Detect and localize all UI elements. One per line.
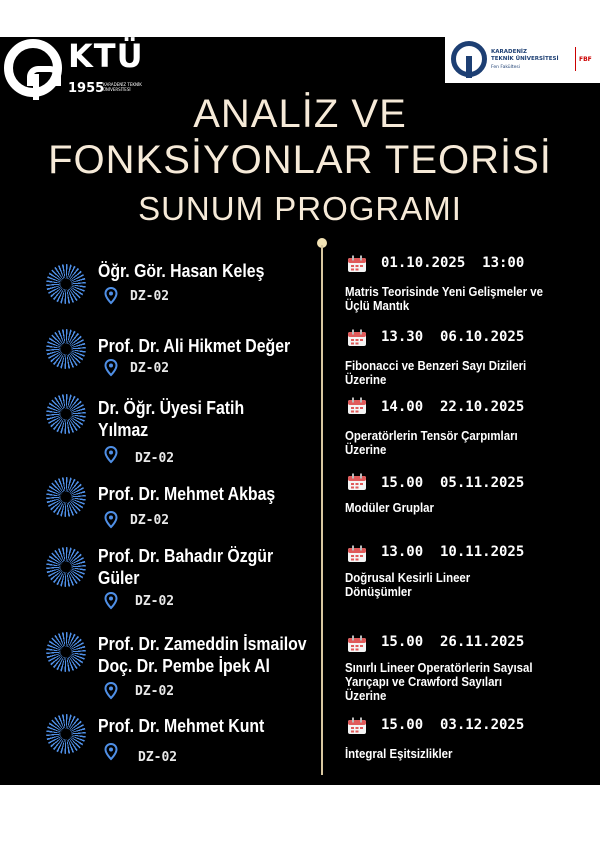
sunburst-icon xyxy=(46,714,86,754)
ktu-logo-year: 1955 xyxy=(68,81,105,96)
presenter-name-line: Dr. Öğr. Üyesi Fatih xyxy=(98,398,245,418)
timeline-divider xyxy=(321,245,323,775)
session-datetime: 13.30 06.10.2025 xyxy=(381,329,525,345)
session-topic-line: Üzerine xyxy=(345,688,387,703)
location-pin-icon xyxy=(104,592,118,610)
presenter-name xyxy=(98,397,244,441)
calendar-icon xyxy=(347,473,367,491)
location-pin-icon xyxy=(104,743,118,761)
session-topic xyxy=(345,747,574,761)
presenter-name xyxy=(98,483,275,505)
room-label: DZ-02 xyxy=(130,289,170,304)
session-datetime: 15.00 03.12.2025 xyxy=(381,717,525,733)
room-label: DZ-02 xyxy=(135,684,175,699)
presenter-name-line: Prof. Dr. Zameddin İsmailov xyxy=(98,634,307,654)
presenter-name xyxy=(98,545,273,589)
session-topic-line: Modüler Gruplar xyxy=(345,500,434,515)
faculty-logo-line3: Fen Fakültesi xyxy=(491,65,521,70)
session-topic-line: Dönüşümler xyxy=(345,584,412,599)
location-pin-icon xyxy=(104,682,118,700)
room-label: DZ-02 xyxy=(135,451,175,466)
presenter-name-line: Doç. Dr. Pembe İpek Al xyxy=(98,656,270,676)
sunburst-icon xyxy=(46,477,86,517)
presenter-name-line: Prof. Dr. Mehmet Kunt xyxy=(98,716,265,736)
session-topic-line: Fibonacci ve Benzeri Sayı Dizileri xyxy=(345,358,527,373)
calendar-icon xyxy=(347,397,367,415)
session-topic xyxy=(345,501,574,515)
session-datetime: 01.10.2025 13:00 xyxy=(381,255,525,271)
calendar-icon xyxy=(347,545,367,563)
sunburst-icon xyxy=(46,547,86,587)
session-topic-line: İntegral Eşitsizlikler xyxy=(345,746,453,761)
session-topic xyxy=(345,285,574,313)
faculty-logo-line2: TEKNİK ÜNİVERSİTESİ xyxy=(491,56,559,62)
faculty-emblem-icon xyxy=(451,41,487,77)
sunburst-icon xyxy=(46,329,86,369)
presenter-name xyxy=(98,335,290,357)
session-topic-line: Üzerine xyxy=(345,372,387,387)
session-datetime: 14.00 22.10.2025 xyxy=(381,399,525,415)
faculty-logo-divider xyxy=(575,47,576,71)
faculty-logo-tag: FBF xyxy=(579,56,592,63)
faculty-logo xyxy=(445,37,600,83)
session-datetime: 13.00 10.11.2025 xyxy=(381,544,525,560)
session-topic xyxy=(345,571,574,599)
calendar-icon xyxy=(347,255,367,273)
location-pin-icon xyxy=(104,359,118,377)
session-topic-line: Üçlü Mantık xyxy=(345,298,410,313)
title-line-2: FONKSİYONLAR TEORİSİ xyxy=(48,138,552,182)
location-pin-icon xyxy=(104,287,118,305)
program-poster xyxy=(0,37,600,785)
presenter-name-line: Prof. Dr. Ali Hikmet Değer xyxy=(98,336,291,356)
session-datetime: 15.00 05.11.2025 xyxy=(381,475,525,491)
ktu-emblem-icon xyxy=(4,39,62,97)
room-label: DZ-02 xyxy=(135,594,175,609)
session-topic-line: Sınırlı Lineer Operatörlerin Sayısal xyxy=(345,660,533,675)
presenter-name-line: Öğr. Gör. Hasan Keleş xyxy=(98,261,265,281)
title-line-3: SUNUM PROGRAMI xyxy=(138,190,462,227)
presenter-name-line: Yılmaz xyxy=(98,420,149,440)
room-label: DZ-02 xyxy=(130,361,170,376)
session-topic-line: Operatörlerin Tensör Çarpımları xyxy=(345,428,518,443)
session-datetime: 15.00 26.11.2025 xyxy=(381,634,525,650)
presenter-name xyxy=(98,715,264,737)
faculty-logo-line1: KARADENİZ xyxy=(491,49,527,55)
ktu-logo-subtitle: KARADENİZ TEKNİK ÜNİVERSİTESİ xyxy=(103,82,142,92)
title-line-1: ANALİZ VE xyxy=(193,92,407,136)
calendar-icon xyxy=(347,329,367,347)
session-topic-line: Doğrusal Kesirli Lineer xyxy=(345,570,471,585)
session-topic xyxy=(345,359,574,387)
ktu-logo-text: KTÜ xyxy=(68,37,144,75)
session-topic xyxy=(345,429,574,457)
location-pin-icon xyxy=(104,511,118,529)
session-topic-line: Yarıçapı ve Crawford Sayıları xyxy=(345,674,503,689)
room-label: DZ-02 xyxy=(130,513,170,528)
presenter-name-line: Prof. Dr. Bahadır Özgür xyxy=(98,546,274,566)
presenter-name-line: Prof. Dr. Mehmet Akbaş xyxy=(98,484,276,504)
calendar-icon xyxy=(347,717,367,735)
presenter-name-line: Güler xyxy=(98,568,140,588)
sunburst-icon xyxy=(46,394,86,434)
presenter-name xyxy=(98,260,264,282)
session-topic-line: Üzerine xyxy=(345,442,387,457)
sunburst-icon xyxy=(46,632,86,672)
sunburst-icon xyxy=(46,264,86,304)
presenter-name xyxy=(98,633,307,677)
session-topic-line: Matris Teorisinde Yeni Gelişmeler ve xyxy=(345,284,543,299)
room-label: DZ-02 xyxy=(138,750,178,765)
calendar-icon xyxy=(347,635,367,653)
location-pin-icon xyxy=(104,446,118,464)
session-topic xyxy=(345,661,574,703)
